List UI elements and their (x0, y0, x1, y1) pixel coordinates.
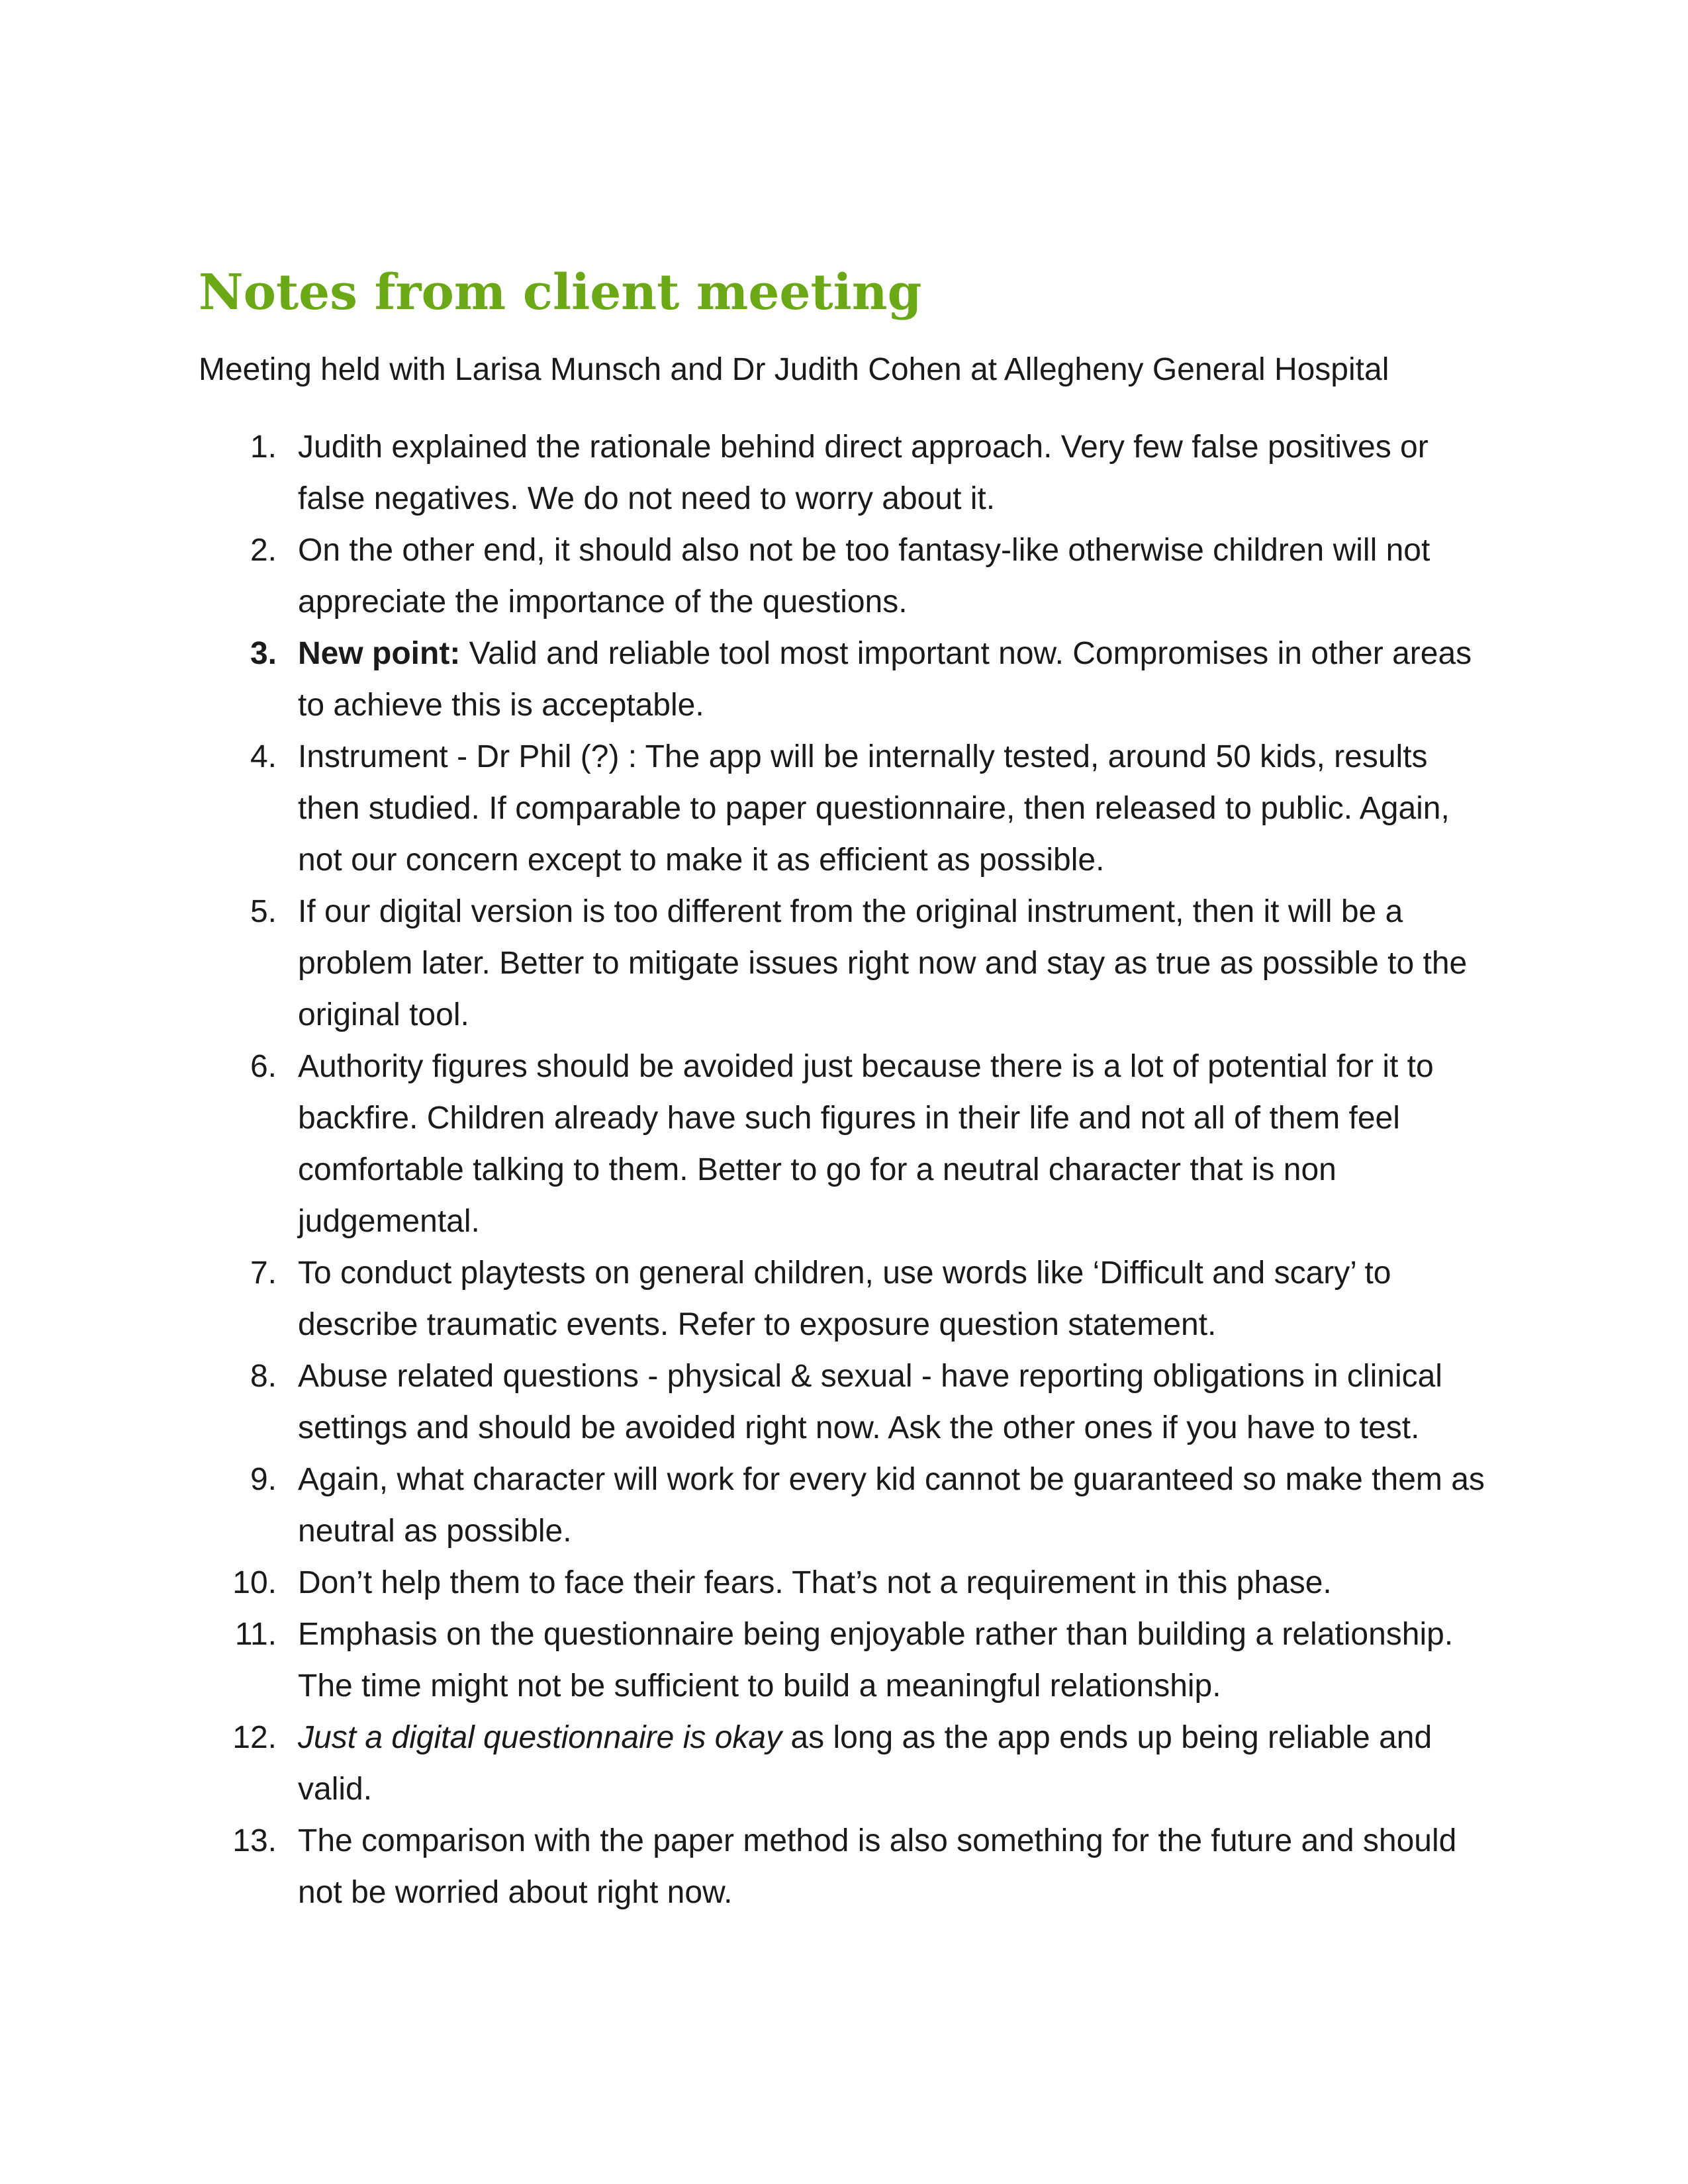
list-item-number: 10. (232, 1565, 277, 1600)
list-item-number: 4. (250, 739, 277, 774)
list-item (199, 628, 1496, 731)
list-item-text: Don’t help them to face their fears. That’s not a requirement in this phase. (298, 1565, 1332, 1600)
list-item-number: 12. (232, 1720, 277, 1755)
list-item-number: 2. (250, 533, 277, 568)
list-item-lead: New point: (298, 636, 461, 671)
list-item-text: The comparison with the paper method is also something for the future and should not be worried about right now. (298, 1823, 1457, 1910)
list-item-text: If our digital version is too different from the original instrument, then it will be a problem later. Better to mitigate issues right now and stay as true as possible to the original tool. (298, 894, 1468, 1032)
list-item-text: On the other end, it should also not be too fantasy-like otherwise children will not appreciate the importance of the questions. (298, 533, 1430, 619)
list-item (199, 1712, 1496, 1815)
meeting-subtitle: Meeting held with Larisa Munsch and Dr Judith Cohen at Allegheny General Hospital (199, 352, 1389, 387)
list-item-text: Valid and reliable tool most important now. Compromises in other areas to achieve this is acceptable. (298, 636, 1472, 723)
list-item (199, 1454, 1496, 1557)
list-item (199, 886, 1496, 1041)
list-item (199, 1609, 1496, 1712)
list-item-number: 11. (234, 1617, 277, 1652)
list-item-number: 3. (250, 636, 277, 671)
list-item-number: 1. (250, 430, 277, 465)
list-item (199, 525, 1496, 628)
list-item-number: 7. (250, 1255, 277, 1291)
list-item-text: Instrument - Dr Phil (?) : The app will be internally tested, around 50 kids, results then studied. If comparable to paper questionnaire, then released to public. Again, not our concern except to make it as efficient as possible. (298, 739, 1450, 878)
list-item (199, 731, 1496, 886)
list-item-text: Emphasis on the questionnaire being enjoyable rather than building a relationship. The time might not be sufficient to build a meaningful relationship. (298, 1617, 1454, 1704)
list-item-number: 8. (250, 1359, 277, 1394)
list-item-text: as long as the app ends up being reliable and valid. (298, 1720, 1432, 1807)
list-item-lead: Just a digital questionnaire is okay (298, 1720, 782, 1755)
list-item (199, 1815, 1496, 1919)
list-item-text: To conduct playtests on general children, use words like ‘Difficult and scary’ to describe traumatic events. Refer to exposure question statement. (298, 1255, 1391, 1342)
list-item (199, 1041, 1496, 1248)
list-item (199, 422, 1496, 525)
page-title: Notes from client meeting (199, 264, 922, 321)
list-item-number: 9. (250, 1462, 277, 1497)
list-item (199, 1557, 1496, 1609)
list-item-text: Again, what character will work for every kid cannot be guaranteed so make them as neutral as possible. (298, 1462, 1485, 1549)
list-item-text: Abuse related questions - physical & sexual - have reporting obligations in clinical settings and should be avoided right now. Ask the other ones if you have to test. (298, 1359, 1442, 1445)
list-item (199, 1351, 1496, 1454)
list-item-number: 13. (232, 1823, 277, 1858)
list-item-text: Authority figures should be avoided just because there is a lot of potential for it to backfire. Children already have such figures in their life and not all of them feel comfortable talking to them. Better to go for a neutral character that is non judgemental. (298, 1049, 1434, 1239)
notes-list (199, 422, 1496, 1919)
list-item (199, 1248, 1496, 1351)
list-item-number: 6. (250, 1049, 277, 1084)
list-item-text: Judith explained the rationale behind direct approach. Very few false positives or false negatives. We do not need to worry about it. (298, 430, 1429, 516)
list-item-number: 5. (250, 894, 277, 929)
